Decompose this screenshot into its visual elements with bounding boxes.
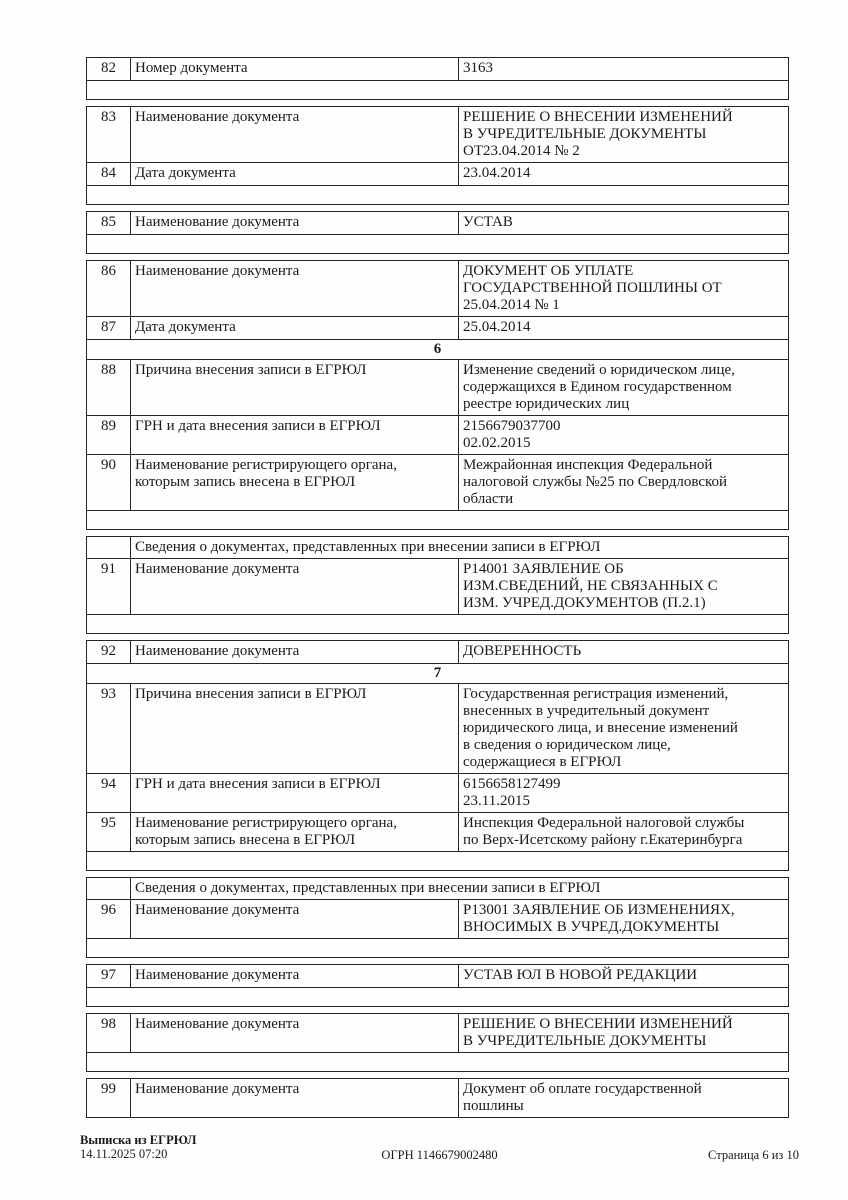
document-table — [86, 57, 789, 1124]
field-label: Наименование документа — [131, 559, 459, 614]
text-line: Инспекция Федеральной налоговой службы — [463, 815, 745, 831]
text-line: 2156679037700 — [463, 418, 561, 434]
table-block — [86, 877, 789, 958]
field-value — [459, 261, 788, 316]
text-line: пошлины — [463, 1098, 524, 1114]
text-line: внесенных в учредительный документ — [463, 703, 710, 719]
table-row-section — [87, 340, 788, 360]
field-label: Наименование документа — [131, 900, 459, 938]
text-line: Р14001 ЗАЯВЛЕНИЕ ОБ — [463, 561, 624, 577]
table-row-95 — [87, 813, 788, 852]
field-value: 23.04.2014 — [463, 165, 531, 181]
field-label — [131, 813, 459, 851]
row-number-empty — [87, 537, 131, 558]
text-line: РЕШЕНИЕ О ВНЕСЕНИИ ИЗМЕНЕНИЙ — [463, 109, 733, 125]
table-row-92 — [87, 641, 788, 664]
text-line: содержащихся в Едином государственном — [463, 379, 732, 395]
field-label: Номер документа — [131, 58, 459, 80]
table-block — [86, 57, 789, 100]
text-line: реестре юридических лиц — [463, 396, 630, 412]
text-line: ИЗМ. УЧРЕД.ДОКУМЕНТОВ (П.2.1) — [463, 595, 706, 611]
text-line: Межрайонная инспекция Федеральной — [463, 457, 713, 473]
row-number: 86 — [87, 261, 131, 316]
text-line: ИЗМ.СВЕДЕНИЙ, НЕ СВЯЗАННЫХ С — [463, 578, 718, 594]
table-block — [86, 260, 789, 530]
footer-doc-info — [80, 1133, 196, 1161]
row-number: 99 — [87, 1079, 131, 1117]
text-line: Наименование регистрирующего органа, — [135, 457, 397, 473]
table-row-84 — [87, 163, 788, 186]
text-line: 6156658127499 — [463, 776, 561, 792]
text-line: области — [463, 491, 514, 507]
table-row-section — [87, 664, 788, 684]
row-number: 97 — [87, 965, 131, 987]
table-row-91 — [87, 559, 788, 615]
text-line: 25.04.2014 № 1 — [463, 297, 560, 313]
row-number: 96 — [87, 900, 131, 938]
section-number: 7 — [433, 665, 442, 681]
table-row-spacer — [87, 186, 788, 205]
footer-datetime: 14.11.2025 07:20 — [80, 1147, 168, 1161]
section-number: 6 — [433, 341, 442, 357]
text-line: юридического лица, и внесение изменений — [463, 720, 738, 736]
table-row-97 — [87, 965, 788, 988]
field-label: Наименование документа — [131, 1079, 459, 1117]
field-label: ГРН и дата внесения записи в ЕГРЮЛ — [131, 774, 459, 812]
field-value — [459, 1079, 788, 1117]
table-row-spacer — [87, 988, 788, 1007]
table-block — [86, 536, 789, 634]
table-row-94 — [87, 774, 788, 813]
field-label: Наименование документа — [131, 212, 459, 234]
field-value — [459, 813, 788, 851]
text-line: налоговой службы №25 по Свердловской — [463, 474, 728, 490]
field-value — [459, 559, 788, 614]
table-row-99 — [87, 1079, 788, 1118]
text-line: РЕШЕНИЕ О ВНЕСЕНИИ ИЗМЕНЕНИЙ — [463, 1016, 733, 1032]
field-label: Наименование документа — [131, 1014, 459, 1052]
field-label: Наименование документа — [131, 261, 459, 316]
row-number: 92 — [87, 641, 131, 663]
text-line: Государственная регистрация изменений, — [463, 686, 729, 702]
table-row-85 — [87, 212, 788, 235]
table-row-spacer — [87, 511, 788, 530]
field-label: Дата документа — [131, 163, 459, 185]
field-value: 3163 — [463, 60, 493, 76]
text-line: 23.11.2015 — [463, 793, 530, 809]
field-value — [459, 900, 788, 938]
field-value — [459, 684, 788, 773]
table-row-93 — [87, 684, 788, 774]
table-block — [86, 640, 789, 871]
row-number: 91 — [87, 559, 131, 614]
table-row-spacer — [87, 81, 788, 100]
text-line: Документ об оплате государственной — [463, 1081, 702, 1097]
field-value — [459, 774, 788, 812]
table-row-spacer — [87, 235, 788, 254]
field-value — [459, 416, 788, 454]
text-line: Наименование регистрирующего органа, — [135, 815, 397, 831]
field-value — [459, 1014, 788, 1052]
table-row-spacer — [87, 1053, 788, 1072]
table-row-82 — [87, 58, 788, 81]
row-number: 84 — [87, 163, 131, 185]
field-value — [459, 360, 788, 415]
row-number: 89 — [87, 416, 131, 454]
row-number: 82 — [87, 58, 131, 80]
text-line: ДОКУМЕНТ ОБ УПЛАТЕ — [463, 263, 634, 279]
table-block — [86, 1013, 789, 1072]
field-label: ГРН и дата внесения записи в ЕГРЮЛ — [131, 416, 459, 454]
text-line: в сведения о юридическом лице, — [463, 737, 671, 753]
table-row-98 — [87, 1014, 788, 1053]
table-row-89 — [87, 416, 788, 455]
table-row-87 — [87, 317, 788, 340]
table-block — [86, 1078, 789, 1118]
field-label: Наименование документа — [131, 641, 459, 663]
text-line: В УЧРЕДИТЕЛЬНЫЕ ДОКУМЕНТЫ — [463, 126, 707, 142]
table-row-subheader — [87, 537, 788, 559]
field-value — [459, 455, 788, 510]
text-line: 02.02.2015 — [463, 435, 531, 451]
row-number: 90 — [87, 455, 131, 510]
subheader-label: Сведения о документах, представленных при внесении записи в ЕГРЮЛ — [135, 880, 601, 896]
table-row-96 — [87, 900, 788, 939]
table-row-88 — [87, 360, 788, 416]
table-row-spacer — [87, 852, 788, 871]
field-label: Наименование документа — [131, 107, 459, 162]
table-block — [86, 106, 789, 205]
footer-page-number: Страница 6 из 10 — [708, 1148, 799, 1162]
subheader-label: Сведения о документах, представленных при внесении записи в ЕГРЮЛ — [135, 539, 601, 555]
row-number: 83 — [87, 107, 131, 162]
footer-doc-type: Выписка из ЕГРЮЛ — [80, 1133, 197, 1147]
page-footer — [80, 1133, 799, 1163]
text-line: которым запись внесена в ЕГРЮЛ — [135, 474, 356, 490]
row-number-empty — [87, 878, 131, 899]
text-line: Изменение сведений о юридическом лице, — [463, 362, 735, 378]
row-number: 87 — [87, 317, 131, 339]
text-line: по Верх-Исетскому району г.Екатеринбурга — [463, 832, 743, 848]
row-number: 88 — [87, 360, 131, 415]
field-value: 25.04.2014 — [463, 319, 531, 335]
table-row-83 — [87, 107, 788, 163]
text-line: Р13001 ЗАЯВЛЕНИЕ ОБ ИЗМЕНЕНИЯХ, — [463, 902, 735, 918]
field-label — [131, 455, 459, 510]
table-row-90 — [87, 455, 788, 511]
table-row-subheader — [87, 878, 788, 900]
field-value: ДОВЕРЕННОСТЬ — [463, 643, 582, 659]
text-line: ВНОСИМЫХ В УЧРЕД.ДОКУМЕНТЫ — [463, 919, 720, 935]
table-block — [86, 964, 789, 1007]
row-number: 95 — [87, 813, 131, 851]
table-row-spacer — [87, 939, 788, 958]
text-line: ГОСУДАРСТВЕННОЙ ПОШЛИНЫ ОТ — [463, 280, 722, 296]
field-label: Наименование документа — [131, 965, 459, 987]
field-value: УСТАВ — [463, 214, 513, 230]
text-line: которым запись внесена в ЕГРЮЛ — [135, 832, 356, 848]
table-block — [86, 211, 789, 254]
text-line: содержащиеся в ЕГРЮЛ — [463, 754, 622, 770]
table-row-86 — [87, 261, 788, 317]
table-row-spacer — [87, 615, 788, 634]
row-number: 98 — [87, 1014, 131, 1052]
field-label: Причина внесения записи в ЕГРЮЛ — [131, 684, 459, 773]
row-number: 93 — [87, 684, 131, 773]
text-line: ОТ23.04.2014 № 2 — [463, 143, 580, 159]
row-number: 94 — [87, 774, 131, 812]
footer-ogrn: ОГРН 1146679002480 — [381, 1148, 498, 1162]
text-line: В УЧРЕДИТЕЛЬНЫЕ ДОКУМЕНТЫ — [463, 1033, 707, 1049]
field-value: УСТАВ ЮЛ В НОВОЙ РЕДАКЦИИ — [463, 967, 698, 983]
field-label: Дата документа — [131, 317, 459, 339]
field-label: Причина внесения записи в ЕГРЮЛ — [131, 360, 459, 415]
row-number: 85 — [87, 212, 131, 234]
field-value — [459, 107, 788, 162]
